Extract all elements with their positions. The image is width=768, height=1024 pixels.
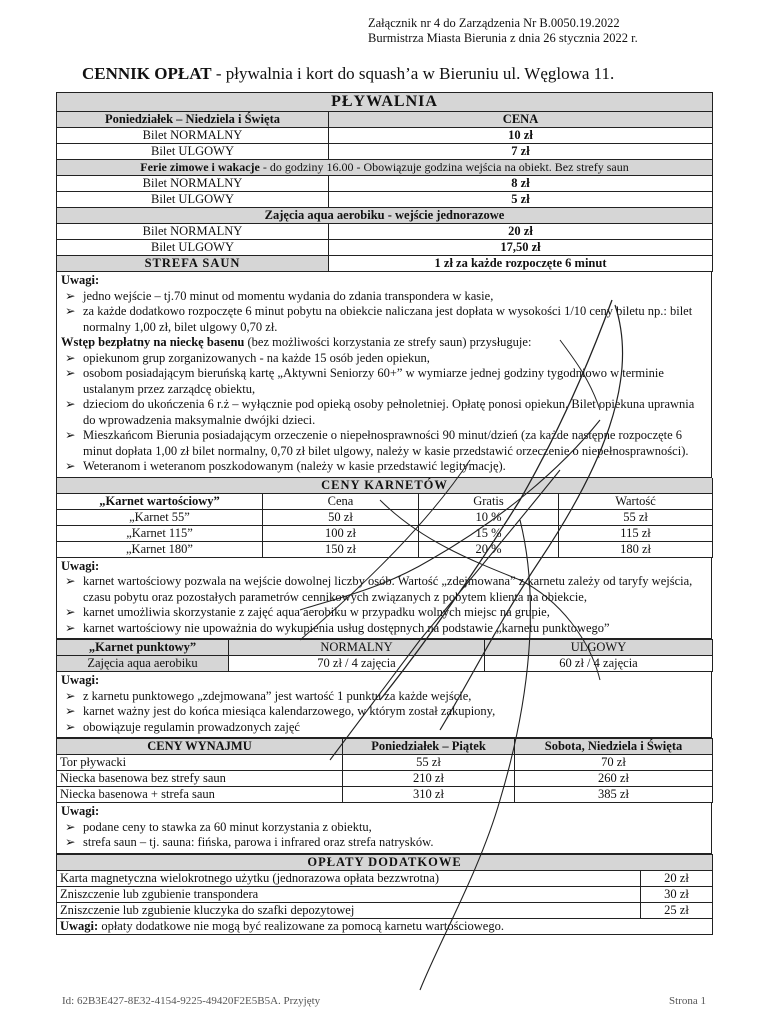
table-row: [57, 771, 713, 787]
cell: „Karnet 55”: [57, 509, 263, 525]
list-item: [61, 574, 707, 605]
list-item: [61, 689, 707, 705]
cell: 70 zł / 4 zajęcia: [229, 656, 485, 672]
list-item: [61, 621, 707, 637]
cell: 150 zł: [263, 541, 419, 557]
cell: 260 zł: [515, 771, 713, 787]
col-header: Sobota, Niedziela i Święta: [515, 739, 713, 755]
list-item: [61, 704, 707, 720]
arrow-bullet-icon: ➢: [65, 366, 76, 380]
ticket-price: 7 zł: [329, 144, 713, 160]
arrow-bullet-icon: ➢: [65, 397, 76, 411]
ferie-header: [57, 160, 713, 176]
cell: Niecka basenowa bez strefy saun: [57, 771, 343, 787]
ticket-label: Bilet NORMALNY: [57, 176, 329, 192]
arrow-bullet-icon: ➢: [65, 605, 76, 619]
table-row: [57, 509, 713, 525]
cell: 15 %: [419, 525, 559, 541]
header-line-2: Burmistrza Miasta Bierunia z dnia 26 stycznia 2022 r.: [368, 31, 638, 45]
list-item: [61, 304, 707, 335]
title-bold: CENNIK OPŁAT: [82, 64, 212, 83]
table-row: [57, 755, 713, 771]
punktowy-table: [56, 639, 713, 672]
sauna-price: 1 zł za każde rozpoczęte 6 minut: [329, 256, 713, 272]
arrow-bullet-icon: ➢: [65, 704, 76, 718]
ticket-price: 20 zł: [329, 224, 713, 240]
table-row: [57, 192, 713, 208]
note-text: Mieszkańcom Bierunia posiadającym orzeczenie o niepełnosprawności 90 minut/dzień (za każde następne rozpoczęte 6 minut dopłata 1,00 zł bilet normalny, 0,70 zł bilet ulgowy, należy w kasie przedstawić orzeczenie o niepełnosprawności).: [83, 428, 689, 458]
note-bold: Uwagi:: [60, 918, 99, 933]
cell: Zniszczenie lub zgubienie transpondera: [57, 886, 641, 902]
table-row: [57, 656, 713, 672]
col-header: Wartość: [559, 493, 713, 509]
cell: 50 zł: [263, 509, 419, 525]
arrow-bullet-icon: ➢: [65, 620, 76, 635]
arrow-bullet-icon: ➢: [65, 719, 76, 734]
note-text: podane ceny to stawka za 60 minut korzystania z obiektu,: [83, 819, 372, 834]
table-row: [57, 870, 713, 886]
arrow-bullet-icon: ➢: [65, 304, 76, 318]
list-item: [61, 605, 707, 621]
page-number: Strona 1: [669, 995, 706, 1007]
cell: 100 zł: [263, 525, 419, 541]
list-item: [61, 459, 707, 475]
cell: 180 zł: [559, 541, 713, 557]
note-text: karnet ważny jest do końca miesiąca kalendarzowego, w którym został zakupiony,: [83, 704, 496, 718]
page-footer: [62, 995, 712, 1007]
notes-heading: Uwagi:: [61, 558, 100, 573]
list-item: [61, 835, 707, 851]
col-header: „Karnet punktowy”: [57, 640, 229, 656]
table-row: [57, 128, 713, 144]
cell: Niecka basenowa + strefa saun: [57, 787, 343, 803]
note-text: z karnetu punktowego „zdejmowana” jest wartość 1 punktu za każde wejście,: [83, 688, 472, 703]
ferie-bold: Ferie zimowe i wakacje: [140, 160, 260, 174]
notes-heading: Uwagi:: [61, 804, 100, 818]
cell: 10 %: [419, 509, 559, 525]
page-title: [82, 64, 614, 84]
col-header: Gratis: [419, 493, 559, 509]
cell: „Karnet 115”: [57, 525, 263, 541]
table-row: [57, 240, 713, 256]
aqua-header: Zajęcia aqua aerobiku - wejście jednorazowe: [57, 208, 713, 224]
ticket-price: 17,50 zł: [329, 240, 713, 256]
note-text: opiekunom grup zorganizowanych - na każde 15 osób jeden opiekun,: [83, 350, 430, 365]
cell: Zajęcia aqua aerobiku: [57, 656, 229, 672]
ticket-price: 8 zł: [329, 176, 713, 192]
arrow-bullet-icon: ➢: [65, 428, 76, 442]
cell: 30 zł: [641, 886, 713, 902]
dodatkowe-table: [56, 854, 713, 935]
col-header: „Karnet wartościowy”: [57, 493, 263, 509]
note-text: dzieciom do ukończenia 6 r.ż – wyłącznie pod opieką osoby pełnoletniej. Opłatę ponosi opiekun. Bilet opiekuna uprawnia do wprowadzenia maksymalnie dwójki dzieci.: [83, 397, 695, 427]
list-item: [61, 428, 707, 459]
plywalnia-table: [56, 92, 713, 272]
arrow-bullet-icon: ➢: [65, 835, 76, 849]
note-text: karnet wartościowy pozwala na wejście dowolnej liczby osób. Wartość „zdejmowana” z karnetu zależy od taryfy wejścia, czasu pobytu oraz pozostałych parametrów cennikowych związanych z pobytem klienta na obiekcie,: [83, 574, 693, 604]
notes-karnety: [56, 558, 712, 640]
note-text: strefa saun – tj. sauna: fińska, parowa i infrared oraz strefa natrysków.: [83, 835, 434, 849]
arrow-bullet-icon: ➢: [65, 459, 76, 473]
note-text: Weteranom i weteranom poszkodowanym (należy w kasie przedstawić legitymację).: [83, 459, 506, 473]
arrow-bullet-icon: ➢: [65, 288, 76, 303]
list-item: [61, 289, 707, 305]
cell: 55 zł: [343, 755, 515, 771]
ticket-price: 10 zł: [329, 128, 713, 144]
table-row: [57, 886, 713, 902]
ticket-label: Bilet NORMALNY: [57, 224, 329, 240]
cell: Karta magnetyczna wielokrotnego użytku (jednorazowa opłata bezzwrotna): [57, 870, 641, 886]
notes-heading: Uwagi:: [61, 273, 100, 287]
cell: „Karnet 180”: [57, 541, 263, 557]
ferie-rest: - do godziny 16.00 - Obowiązuje godzina wejścia na obiekt. Bez strefy saun: [259, 160, 629, 174]
cell: Zniszczenie lub zgubienie kluczyka do szafki depozytowej: [57, 902, 641, 918]
note-rest: opłaty dodatkowe nie mogą być realizowane za pomocą karnetu wartościowego.: [98, 918, 504, 933]
note-text: karnet umożliwia skorzystanie z zajęć aqua aerobiku w przypadku wolnych miejsc na grupie,: [83, 605, 550, 619]
title-rest: - pływalnia i kort do squash’a w Bieruniu ul. Węglowa 11.: [211, 64, 615, 83]
days-header: Poniedziałek – Niedziela i Święta: [57, 112, 329, 128]
list-item: [61, 351, 707, 367]
arrow-bullet-icon: ➢: [65, 350, 76, 365]
note-text: za każde dodatkowo rozpoczęte 6 minut pobytu na obiekcie naliczana jest dopłata w wysokości 1/10 ceny biletu np.: bilet normalny 1,00 zł, bilet ulgowy 0,70 zł.: [83, 304, 693, 334]
ticket-label: Bilet ULGOWY: [57, 240, 329, 256]
cell: 70 zł: [515, 755, 713, 771]
cell: 210 zł: [343, 771, 515, 787]
list-item: [61, 820, 707, 836]
price-list: [56, 92, 712, 935]
notes-heading: Uwagi:: [61, 673, 100, 687]
cell: 60 zł / 4 zajęcia: [485, 656, 713, 672]
document-id: Id: 62B3E427-8E32-4154-9225-49420F2E5B5A. Przyjęty: [62, 995, 321, 1007]
cell: 25 zł: [641, 902, 713, 918]
document-header: [368, 16, 638, 46]
price-header: CENA: [329, 112, 713, 128]
cell: Tor pływacki: [57, 755, 343, 771]
table-row: [57, 541, 713, 557]
ticket-price: 5 zł: [329, 192, 713, 208]
section-title-karnety: CENY KARNETÓW: [57, 478, 713, 494]
list-item: [61, 720, 707, 736]
note-text: obowiązuje regulamin prowadzonych zajęć: [83, 719, 300, 734]
note-text: osobom posiadającym bieruńską kartę „Aktywni Seniorzy 60+” w wymiarze jednej godziny tygodniowo w terminie ustalanym przez zarządcę obiektu,: [83, 366, 664, 396]
arrow-bullet-icon: ➢: [65, 574, 76, 588]
col-header: ULGOWY: [485, 640, 713, 656]
header-line-1: Załącznik nr 4 do Zarządzenia Nr B.0050.19.2022: [368, 16, 620, 30]
notes-plywalnia: [56, 272, 712, 478]
list-item: [61, 397, 707, 428]
karnety-table: [56, 478, 713, 558]
cell: 310 zł: [343, 787, 515, 803]
table-row: [57, 224, 713, 240]
col-header: Poniedziałek – Piątek: [343, 739, 515, 755]
free-entry-rest: (bez możliwości korzystania ze strefy saun) przysługuje:: [244, 335, 532, 349]
notes-punktowy: [56, 672, 712, 738]
col-header: Cena: [263, 493, 419, 509]
ticket-label: Bilet ULGOWY: [57, 192, 329, 208]
section-title-plywalnia: PŁYWALNIA: [57, 93, 713, 112]
note-text: karnet wartościowy nie upoważnia do wykupienia usług dostępnych na podstawie „karnetu punktowego”: [83, 620, 610, 635]
arrow-bullet-icon: ➢: [65, 819, 76, 834]
col-header: NORMALNY: [229, 640, 485, 656]
table-row: [57, 176, 713, 192]
free-entry-heading: [61, 335, 707, 351]
list-item: [61, 366, 707, 397]
wynajem-table: [56, 738, 713, 803]
table-row: [57, 144, 713, 160]
cell: 20 zł: [641, 870, 713, 886]
notes-wynajem: [56, 803, 712, 854]
table-row: [57, 525, 713, 541]
cell: 55 zł: [559, 509, 713, 525]
note-text: jedno wejście – tj.70 minut od momentu wydania do zdania transpondera w kasie,: [83, 288, 494, 303]
cell: 115 zł: [559, 525, 713, 541]
cell: 20 %: [419, 541, 559, 557]
col-header: CENY WYNAJMU: [57, 739, 343, 755]
arrow-bullet-icon: ➢: [65, 688, 76, 703]
cell: 385 zł: [515, 787, 713, 803]
sauna-label: STREFA SAUN: [57, 256, 329, 272]
ticket-label: Bilet ULGOWY: [57, 144, 329, 160]
section-title-dodatkowe: OPŁATY DODATKOWE: [57, 854, 713, 870]
dodatkowe-note: [57, 918, 713, 934]
table-row: [57, 787, 713, 803]
ticket-label: Bilet NORMALNY: [57, 128, 329, 144]
table-row: [57, 902, 713, 918]
free-entry-bold: Wstęp bezpłatny na nieckę basenu: [61, 335, 245, 349]
